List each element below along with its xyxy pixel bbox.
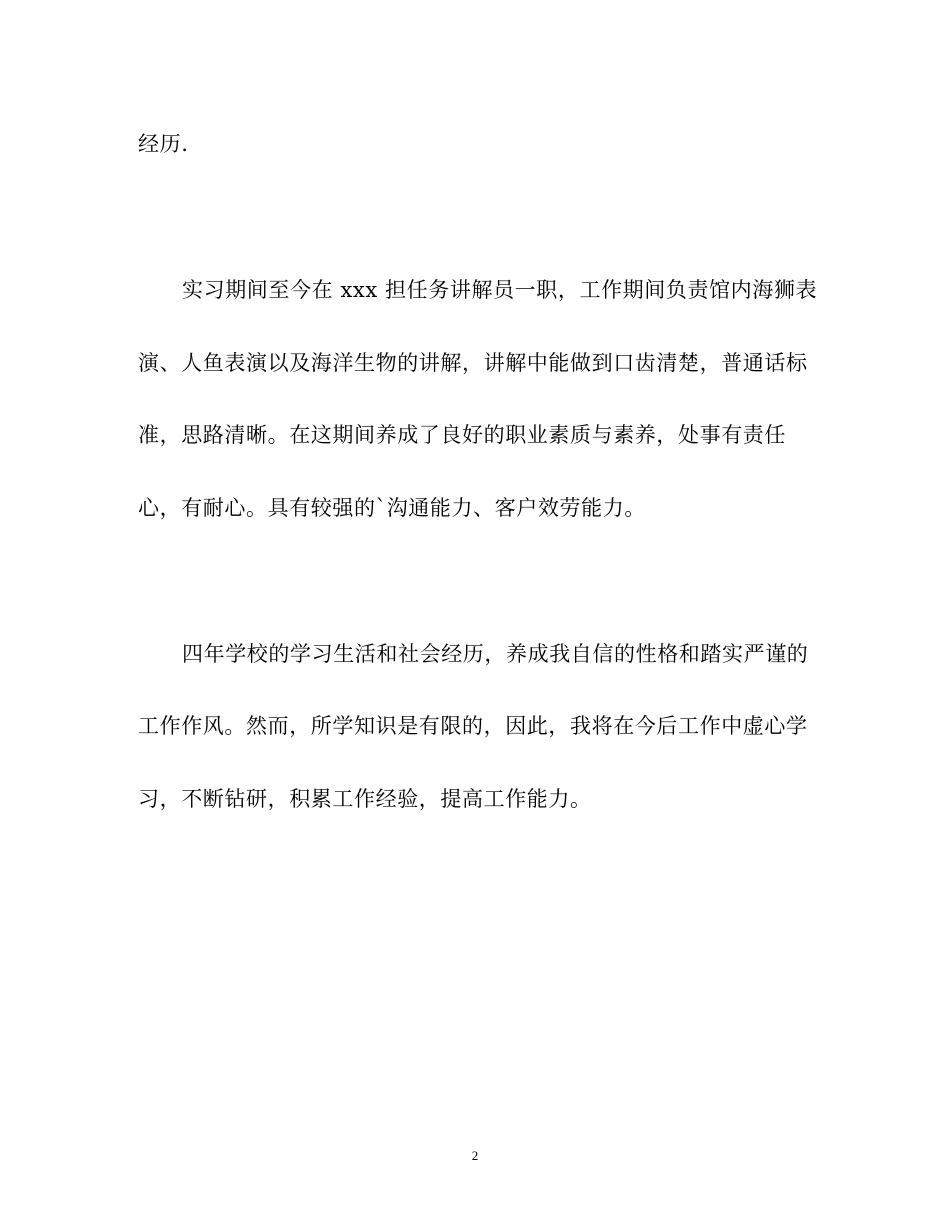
page-number: 2 xyxy=(471,1148,479,1163)
paragraph-2-line-3: 习，不断钻研，积累工作经验，提高工作能力。 xyxy=(138,787,592,811)
paragraph-0-line-1: 经历. xyxy=(138,132,189,156)
paragraph-1-line-4: 心，有耐心。具有较强的`沟通能力、客户效劳能力。 xyxy=(138,496,646,520)
paragraph-1-line-1: 实习期间至今在 xxx 担任务讲解员一职，工作期间负责馆内海狮表 xyxy=(182,278,818,302)
paragraph-2-line-2: 工作作风。然而，所学知识是有限的，因此，我将在今后工作中虚心学 xyxy=(138,714,808,738)
paragraph-1-line-2: 演、人鱼表演以及海洋生物的讲解，讲解中能做到口齿清楚，普通话标 xyxy=(138,351,808,375)
paragraph-2-line-1: 四年学校的学习生活和社会经历，养成我自信的性格和踏实严谨的 xyxy=(182,642,809,666)
paragraph-1-line-3: 准，思路清晰。在这期间养成了良好的职业素质与素养，处事有责任 xyxy=(138,423,786,447)
